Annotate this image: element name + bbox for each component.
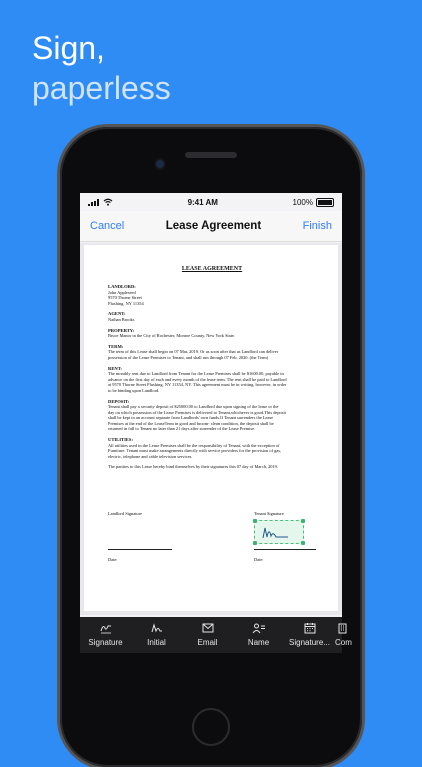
section-heading: AGENT: — [108, 311, 126, 317]
section-text-line: advance on the first day of each and every month of the lease term. The rent shall be paid to Landlord — [108, 376, 287, 382]
toolbar-name-label: Name — [247, 638, 270, 647]
phone-screen — [80, 193, 352, 683]
document-section — [108, 311, 316, 322]
email-icon — [201, 622, 215, 634]
section-heading: UTILITIES: — [108, 437, 134, 443]
screen-bottom — [80, 653, 342, 683]
document-title: LEASE AGREEMENT — [181, 266, 243, 272]
section-text-line: Nathan Brooks — [108, 316, 135, 322]
document-section — [108, 437, 316, 459]
landlord-signature-block — [108, 511, 172, 562]
section-text-line: day on which possession of the Lease Premises is delivered to Tenant,whichever is good.This deposit — [108, 409, 286, 415]
section-heading: TERM: — [108, 343, 124, 349]
toolbar-signature-date-button[interactable] — [284, 617, 335, 653]
battery-icon — [316, 198, 334, 207]
section-text-line: 9570 Thorne Street — [108, 295, 142, 301]
toolbar-initial-label: Initial — [147, 638, 166, 647]
landlord-signature-line — [108, 549, 172, 550]
phone-frame — [60, 127, 362, 767]
section-text-line: Premises at the end of the LeaseTerm in good and broom- clean condition, the deposit shall be — [108, 420, 274, 426]
section-text-line: returned in full to Tenant no later than 21 days after surrender of the Lease Premise. — [108, 426, 256, 432]
section-text-line: at 9570 Thorne Street Flushing, NY 11354, NY. This agreement must be in writing, however, in order — [108, 382, 287, 388]
phone-speaker — [185, 152, 237, 158]
signature-area — [108, 511, 316, 571]
section-text-line: electric, telephone and cable television services. — [108, 453, 193, 459]
toolbar-signature-date-label: Signature... — [289, 638, 330, 647]
landlord-date-label: Date: — [108, 557, 118, 562]
initial-icon — [150, 622, 164, 634]
section-heading: LANDLORD: — [108, 284, 136, 289]
finish-button[interactable]: Finish — [302, 220, 332, 232]
document-section — [108, 366, 316, 394]
tenant-signature-field[interactable] — [254, 520, 304, 544]
wifi-icon — [103, 198, 113, 206]
navigation-bar — [80, 211, 342, 242]
headline-line-2: paperless — [32, 70, 171, 106]
tenant-date-label: Date: — [254, 557, 264, 562]
headline-line-1: Sign, — [32, 30, 105, 66]
toolbar-signature-button[interactable] — [80, 617, 131, 653]
section-text-line: The monthly rent due to Landlord from Tenant for the Lease Premises shall be $1600.00, payable in — [108, 371, 284, 377]
toolbar-initial-button[interactable] — [131, 617, 182, 653]
calendar-icon — [303, 622, 317, 634]
section-heading: RENT: — [108, 365, 122, 371]
signing-toolbar — [80, 617, 352, 653]
document-page — [84, 245, 338, 611]
toolbar-email-label: Email — [197, 638, 218, 647]
tenant-signature-line — [254, 549, 316, 550]
section-text-line: shall be kept in an account separate from Landlords' own funds.If Tenant surrenders the Lease — [108, 415, 274, 421]
tenant-signature-block — [254, 511, 316, 562]
section-text-line: Bruce Manor in the City of Rochester, Monroe County, New York State. — [108, 333, 235, 339]
home-button[interactable] — [192, 708, 230, 746]
section-text-line: possession of the Lease Premises to Tenant, and shall run through 07 Feb, 2020. (the Term) — [108, 354, 269, 360]
landlord-signature-label: Landlord Signature — [108, 511, 143, 516]
toolbar-signature-label: Signature — [88, 638, 123, 647]
section-heading: DEPOSIT: — [108, 398, 130, 404]
document-section — [108, 464, 316, 470]
status-time: 9:41 AM — [187, 197, 218, 207]
document-section — [108, 284, 316, 306]
status-bar — [80, 193, 342, 211]
section-text-line: Tenant shall pay a security deposit of $25000.00 to Landlord due upon signing of the lease or the — [108, 404, 279, 410]
section-text-line: to be binding upon Landlord. — [108, 387, 160, 393]
name-icon — [252, 622, 266, 634]
toolbar-company-label: Com — [335, 638, 352, 647]
signal-icon — [88, 199, 99, 206]
battery-percent: 100% — [292, 197, 313, 207]
section-text-line: John Appleseed — [108, 289, 136, 295]
toolbar-email-button[interactable] — [182, 617, 233, 653]
signature-drawing — [255, 521, 305, 545]
document-viewer[interactable] — [80, 243, 342, 615]
section-text-line: Furniture. Tenant must make arrangements directly with service providers for the provision of gas, — [108, 448, 282, 454]
document-section — [108, 328, 316, 339]
cancel-button[interactable]: Cancel — [90, 220, 125, 232]
section-text-line: Flushing, NY 11354 — [108, 300, 144, 306]
page-title: Lease Agreement — [165, 220, 262, 232]
document-section — [108, 399, 316, 433]
front-camera — [156, 160, 164, 168]
section-text-line: All utilities used in the Lease Premises shall be the responsibility of Tenant, with the exception of — [108, 442, 280, 448]
document-sections — [108, 284, 316, 470]
toolbar-company-button[interactable] — [335, 617, 352, 653]
headline — [32, 28, 171, 108]
building-icon — [337, 622, 351, 634]
document-section — [108, 344, 316, 361]
signature-icon — [99, 622, 113, 634]
section-text-line: The partties to this Lease hereby bind themselves by their signatures this 07 day of March, 2019. — [108, 464, 278, 470]
section-text-line: The term of this Lease shall begin on 07 Mar, 2019. Or as soon after that as Landlord can deliver — [108, 349, 279, 355]
tenant-signature-label: Tenant Signature — [254, 511, 284, 516]
toolbar-name-button[interactable] — [233, 617, 284, 653]
section-heading: PROPERTY: — [108, 327, 135, 333]
